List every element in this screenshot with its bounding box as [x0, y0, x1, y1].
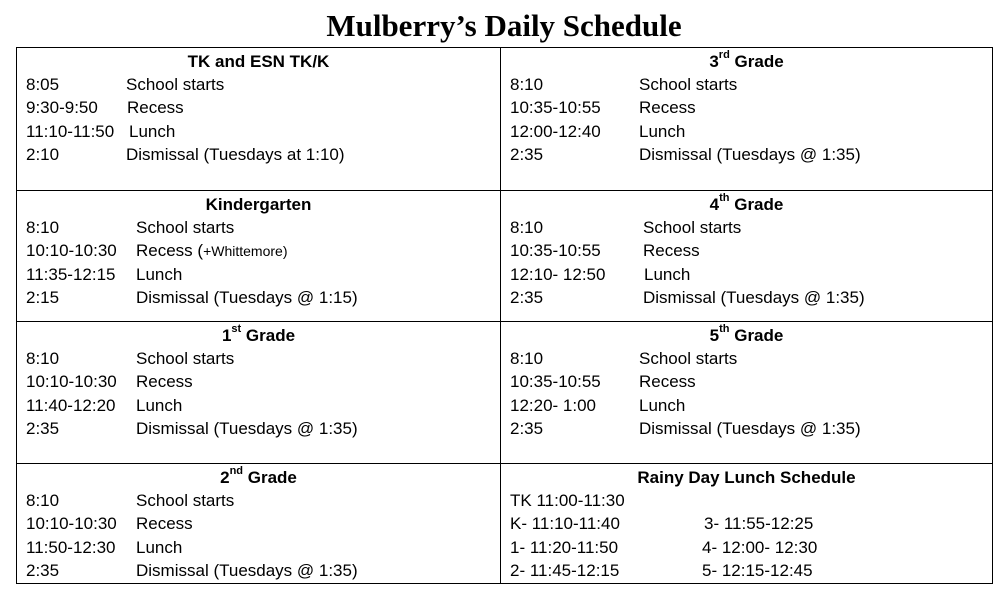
activity: Lunch: [644, 265, 691, 284]
time: 8:10: [26, 218, 60, 237]
rainy-tk-row: TK 11:00-11:30: [510, 491, 625, 510]
first-grade-heading: [17, 325, 500, 347]
activity: Dismissal (Tuesdays @ 1:35): [136, 419, 358, 438]
time: 8:10: [510, 75, 544, 94]
heading-suffix: th: [719, 323, 730, 336]
time: 8:10: [26, 349, 60, 368]
time: 12:20- 1:00: [510, 396, 597, 415]
rainy-right: 5- 12:15-12:45: [702, 561, 813, 580]
fifth-grade-cell: [501, 322, 992, 463]
rainy-left: K- 11:10-11:40: [510, 514, 620, 533]
heading-number: 2: [220, 468, 230, 487]
activity: Recess: [136, 372, 193, 391]
activity: Recess: [127, 98, 184, 117]
time: 8:10: [26, 491, 60, 510]
time: 9:30-9:50: [26, 98, 98, 117]
heading-suffix: st: [231, 323, 242, 336]
rainy-right: 4- 12:00- 12:30: [702, 538, 818, 557]
time: 8:10: [510, 349, 544, 368]
activity: School starts: [643, 218, 742, 237]
fourth-grade-cell: [501, 191, 992, 321]
time: 8:10: [510, 218, 544, 237]
first-grade-cell: [17, 322, 500, 463]
activity: Lunch: [136, 265, 183, 284]
time: 10:35-10:55: [510, 241, 601, 260]
activity: School starts: [136, 218, 235, 237]
activity: School starts: [639, 349, 738, 368]
activity: School starts: [136, 349, 235, 368]
rainy-right: 3- 11:55-12:25: [704, 514, 814, 533]
kindergarten-cell: [17, 191, 500, 321]
activity: Dismissal (Tuesdays @ 1:35): [639, 419, 861, 438]
schedule-table: [16, 47, 993, 584]
activity: Lunch: [136, 538, 183, 557]
fifth-grade-heading: [501, 325, 992, 347]
time: 11:10-11:50: [26, 122, 115, 141]
heading-suffix: nd: [229, 465, 244, 478]
third-grade-heading: [501, 51, 992, 73]
heading-label: Grade: [241, 326, 296, 345]
time: 2:35: [510, 145, 544, 164]
activity-text: Recess (: [136, 241, 204, 260]
tk-heading: TK and ESN TK/K: [187, 52, 330, 71]
time: 12:00-12:40: [510, 122, 601, 141]
activity: Lunch: [136, 396, 183, 415]
heading-number: 4: [709, 195, 720, 214]
time: 2:10: [26, 145, 60, 164]
activity: Dismissal (Tuesdays @ 1:35): [639, 145, 861, 164]
time: 12:10- 12:50: [510, 265, 606, 284]
heading-label: Grade: [243, 468, 297, 487]
fourth-grade-heading: [501, 194, 992, 216]
activity: Recess: [639, 98, 696, 117]
time: 11:35-12:15: [26, 265, 116, 284]
heading-label: Grade: [729, 52, 784, 71]
time: 10:10-10:30: [26, 372, 117, 391]
page-title: Mulberry’s Daily Schedule: [326, 8, 682, 43]
second-grade-cell: [17, 464, 500, 583]
time: 2:15: [26, 288, 60, 307]
activity: Dismissal (Tuesdays at 1:10): [126, 145, 345, 164]
heading-number: 3: [709, 52, 719, 71]
time: 10:35-10:55: [510, 98, 601, 117]
time: 8:05: [26, 75, 60, 94]
activity: School starts: [639, 75, 738, 94]
second-grade-heading: [17, 467, 500, 489]
rainy-day-heading: Rainy Day Lunch Schedule: [637, 468, 856, 487]
heading-number: 5: [709, 326, 720, 345]
activity: Lunch: [129, 122, 176, 141]
time: 2:35: [510, 419, 544, 438]
activity: School starts: [126, 75, 225, 94]
time: 11:40-12:20: [26, 396, 116, 415]
activity: Lunch: [639, 122, 686, 141]
kindergarten-heading: Kindergarten: [205, 195, 312, 214]
activity: School starts: [136, 491, 235, 510]
activity: Dismissal (Tuesdays @ 1:15): [136, 288, 358, 307]
time: 11:50-12:30: [26, 538, 116, 557]
heading-suffix: th: [719, 192, 730, 205]
time: 2:35: [26, 419, 60, 438]
heading-label: Grade: [729, 326, 784, 345]
rainy-day-cell: [501, 464, 992, 583]
activity: Lunch: [639, 396, 686, 415]
time: 10:10-10:30: [26, 514, 117, 533]
activity: Dismissal (Tuesdays @ 1:35): [643, 288, 865, 307]
time: 10:35-10:55: [510, 372, 601, 391]
tk-schedule-cell: [17, 48, 500, 190]
activity: Recess: [643, 241, 700, 260]
rainy-left: 2- 11:45-12:15: [510, 561, 620, 580]
heading-number: 1: [221, 326, 232, 345]
third-grade-cell: [501, 48, 992, 190]
time: 10:10-10:30: [26, 241, 117, 260]
activity: Dismissal (Tuesdays @ 1:35): [136, 561, 358, 580]
activity: Recess: [639, 372, 696, 391]
activity: Recess: [136, 514, 193, 533]
activity-note: +Whittemore): [203, 243, 288, 259]
heading-suffix: rd: [718, 49, 730, 62]
rainy-left: 1- 11:20-11:50: [510, 538, 619, 557]
activity: [136, 240, 288, 262]
time: 2:35: [26, 561, 60, 580]
time: 2:35: [510, 288, 544, 307]
heading-label: Grade: [729, 195, 784, 214]
